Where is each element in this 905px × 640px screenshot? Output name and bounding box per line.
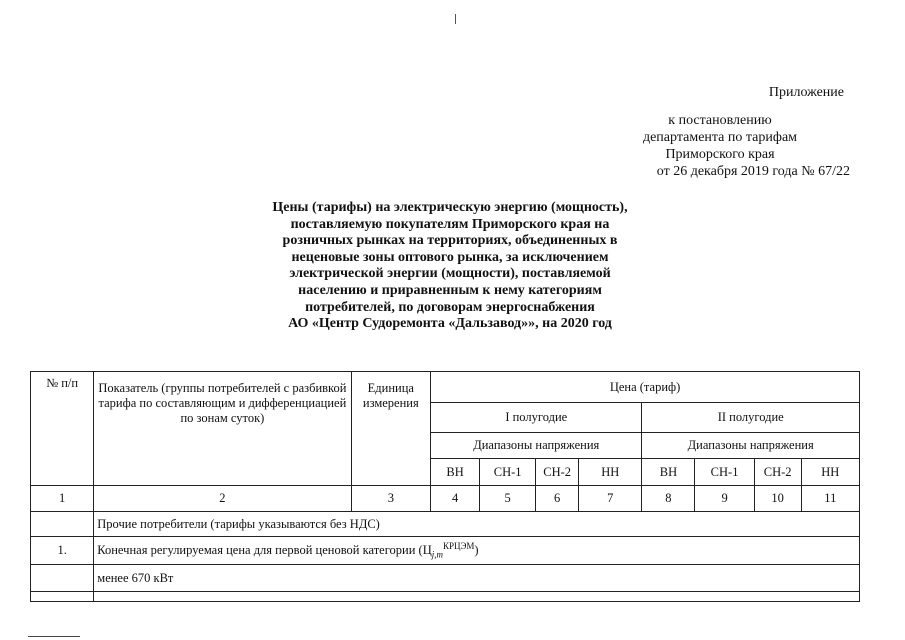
voltage-nn-2: НН (801, 459, 859, 486)
row-label (94, 592, 860, 602)
group-num-cell (31, 512, 94, 537)
header-price: Цена (тариф) (431, 372, 860, 403)
appendix-line: Приморского края (665, 147, 775, 162)
footer-rule (28, 636, 80, 637)
title-line: Цены (тарифы) на электрическую энергию (мощность), (272, 200, 628, 215)
row-num-cell (31, 592, 94, 602)
appendix-title: Приложение (768, 85, 844, 100)
row-num-cell (31, 565, 94, 592)
voltage-nn-1: НН (579, 459, 642, 486)
row-label-sup: КРЦЭМ (442, 541, 475, 552)
col-number: 2 (94, 486, 351, 512)
appendix-block (590, 84, 850, 180)
title-line: розничных рынках на территориях, объединенных в (282, 233, 618, 249)
title-line: населению и приравненным к нему категориям (298, 282, 602, 298)
voltage-vn-1: ВН (431, 459, 480, 486)
col-number: 1 (31, 486, 94, 512)
title-line: неценовые зоны оптового рынка, за исключением (291, 249, 609, 265)
col-number: 8 (642, 486, 695, 512)
title-line: АО «Центр Судоремонта «Дальзавод»», на 2020 год (288, 316, 612, 332)
row-label-close: ) (474, 543, 479, 558)
appendix-date: от 26 декабря 2019 года № 67/22 (656, 164, 850, 179)
appendix-line: департамента по тарифам (642, 130, 798, 145)
tariff-table (30, 371, 860, 602)
col-number: 11 (801, 486, 859, 512)
header-ranges-2: Диапазоны напряжения (642, 433, 860, 459)
header-half-1: I полугодие (431, 403, 642, 433)
col-number: 5 (480, 486, 536, 512)
header-indicator: Показатель (группы потребителей с разбивкой тарифа по составляющим и дифференциацией по зонам суток) (94, 372, 351, 486)
header-num: № п/п (31, 372, 94, 486)
appendix-line: к постановлению (668, 113, 772, 128)
document-title (240, 200, 660, 333)
col-number: 7 (579, 486, 642, 512)
row-label: менее 670 кВт (94, 565, 860, 592)
voltage-sn2-2: СН-2 (754, 459, 801, 486)
row-label-text: Конечная регулируемая цена для первой ценовой категории (Ц (97, 543, 432, 558)
header-ranges-1: Диапазоны напряжения (431, 433, 642, 459)
title-line: поставляемую покупателям Приморского края на (290, 216, 610, 232)
col-number: 6 (536, 486, 579, 512)
header-half-2: II полугодие (642, 403, 860, 433)
row-label-sub: j,m (431, 549, 443, 560)
voltage-sn1-1: СН-1 (480, 459, 536, 486)
header-unit: Единица измерения (351, 372, 431, 486)
page-number-mark (455, 14, 456, 24)
col-number: 9 (695, 486, 754, 512)
col-number: 3 (351, 486, 431, 512)
voltage-vn-2: ВН (642, 459, 695, 486)
voltage-sn1-2: СН-1 (695, 459, 754, 486)
col-number: 10 (754, 486, 801, 512)
title-line: потребителей, по договорам энергоснабжения (305, 299, 595, 315)
voltage-sn2-1: СН-2 (536, 459, 579, 486)
col-number: 4 (431, 486, 480, 512)
group-label: Прочие потребители (тарифы указываются без НДС) (94, 512, 860, 537)
row-num: 1. (31, 537, 94, 565)
title-line: электрической энергии (мощности), поставляемой (289, 266, 611, 282)
row-label (94, 537, 860, 565)
